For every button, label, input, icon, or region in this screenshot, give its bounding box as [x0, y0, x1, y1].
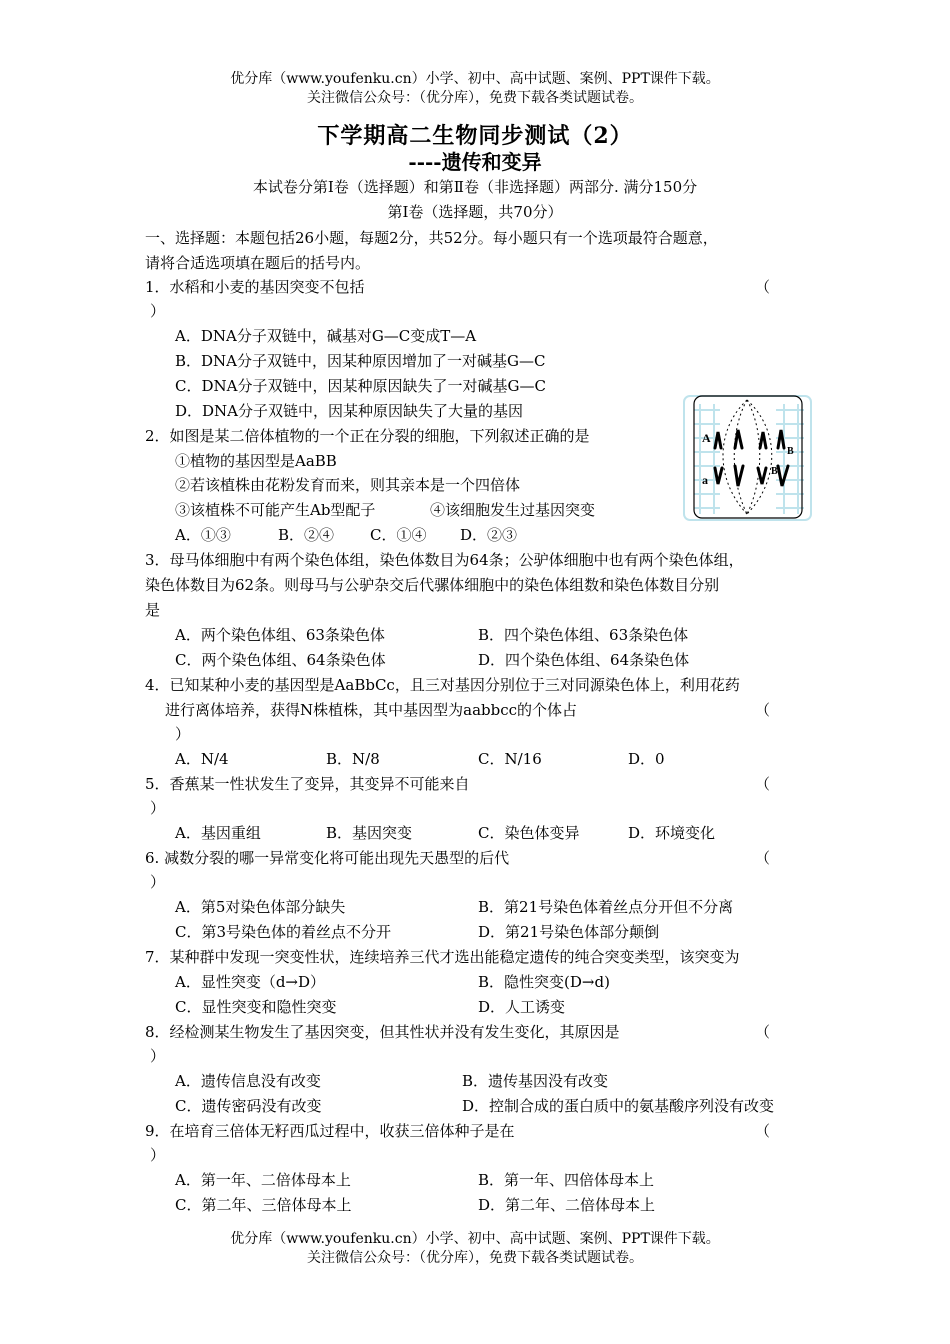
- section-instruction-1: 一、选择题：本题包括26小题，每题2分，共52分。每小题只有一个选项最符合题意，: [145, 229, 718, 247]
- cell-wall: [694, 396, 802, 518]
- q9-option-d: D．第二年、二倍体母本上: [478, 1196, 656, 1214]
- q1-option-b: B．DNA分子双链中，因某种原因增加了一对碱基G—C: [175, 352, 546, 370]
- q3-stem-line-2: 染色体数目为62条。则母马与公驴杂交后代骡体细胞中的染色体组数和染色体数目分别: [145, 576, 720, 594]
- intro-text: 本试卷分第Ⅰ卷（选择题）和第Ⅱ卷（非选择题）两部分. 满分150分: [252, 178, 698, 196]
- q3-option-d: D．四个染色体组、64条染色体: [478, 651, 690, 669]
- q4-stem-line-1: 4．已知某种小麦的基因型是AaBbCc，且三对基因分别位于三对同源染色体上，利用花药: [145, 676, 740, 694]
- dividing-cell-figure: [680, 390, 815, 525]
- q9-option-c: C．第二年、三倍体母本上: [175, 1196, 352, 1214]
- part1-title: 第Ⅰ卷（选择题，共70分）: [387, 203, 563, 221]
- q3-option-c: C．两个染色体组、64条染色体: [175, 651, 386, 669]
- chromosome-7: [758, 468, 766, 484]
- q3-option-a: A．两个染色体组、63条染色体: [175, 626, 385, 644]
- q1-paren-close: ）: [150, 302, 166, 320]
- q2-statement-3: ③该植株不可能产生Ab型配子: [175, 501, 376, 519]
- q3-stem-line-1: 3．母马体细胞中有两个染色体组，染色体数目为64条；公驴体细胞中也有两个染色体组，: [145, 551, 744, 569]
- q5-paren-open: （: [755, 775, 771, 793]
- q4-paren-close: ）: [175, 725, 191, 743]
- q2-statement-2: ②若该植株由花粉发育而来，则其亲本是一个四倍体: [175, 476, 521, 494]
- q2-statement-4: ④该细胞发生过基因突变: [430, 501, 596, 519]
- q4-option-a: A．N/4: [175, 750, 229, 768]
- q3-option-b: B．四个染色体组、63条染色体: [478, 626, 689, 644]
- chromosome-set-upper: [715, 430, 784, 448]
- q8-paren-open: （: [755, 1023, 771, 1041]
- q8-option-b: B．遗传基因没有改变: [462, 1072, 609, 1090]
- header-line-1: 优分库（www.youfenku.cn）小学、初中、高中试题、案例、PPT课件下载。: [230, 71, 720, 87]
- q6-option-c: C．第3号染色体的着丝点不分开: [175, 923, 392, 941]
- q5-option-c: C．染色体变异: [478, 824, 580, 842]
- chromosome-3: [760, 432, 766, 448]
- q3-stem-line-3: 是: [145, 601, 161, 619]
- footer-line-2: 关注微信公众号：（优分库），免费下载各类试题试卷。: [307, 1250, 643, 1266]
- q5-stem: 5．香蕉某一性状发生了变异，其变异不可能来自: [145, 775, 470, 793]
- q6-paren-close: ）: [150, 873, 166, 891]
- gene-label-lower-right: B: [771, 466, 778, 477]
- chromosome-5: [715, 468, 722, 484]
- q5-paren-close: ）: [150, 799, 166, 817]
- q7-stem: 7．某种群中发现一突变性状，连续培养三代才选出能稳定遗传的纯合突变类型，该突变为: [145, 948, 740, 966]
- q6-option-a: A．第5对染色体部分缺失: [175, 898, 346, 916]
- q2-option-c: C．①④: [370, 526, 427, 544]
- q5-option-b: B．基因突变: [326, 824, 413, 842]
- q7-option-b: B．隐性突变(D→d): [478, 973, 610, 991]
- chromosome-1: [715, 432, 721, 448]
- q8-paren-close: ）: [150, 1047, 166, 1065]
- q1-paren-open: （: [755, 278, 771, 296]
- q5-option-a: A．基因重组: [175, 824, 261, 842]
- q4-option-b: B．N/8: [326, 750, 380, 768]
- q6-stem: 6. 减数分裂的哪一异常变化将可能出现先天愚型的后代: [145, 849, 510, 867]
- q1-option-c: C．DNA分子双链中，因某种原因缺失了一对碱基G—C: [175, 377, 546, 395]
- header-line-2: 关注微信公众号：（优分库），免费下载各类试题试卷。: [307, 90, 643, 106]
- q6-option-b: B．第21号染色体着丝点分开但不分离: [478, 898, 734, 916]
- q8-option-c: C．遗传密码没有改变: [175, 1097, 322, 1115]
- q9-paren-close: ）: [150, 1146, 166, 1164]
- chromosome-6: [735, 466, 743, 486]
- q8-stem: 8．经检测某生物发生了基因突变，但其性状并没有发生变化，其原因是: [145, 1023, 620, 1041]
- section-instruction-2: 请将合适选项填在题后的括号内。: [145, 254, 371, 272]
- q7-option-c: C．显性突变和隐性突变: [175, 998, 337, 1016]
- q6-paren-open: （: [755, 849, 771, 867]
- footer-line-1: 优分库（www.youfenku.cn）小学、初中、高中试题、案例、PPT课件下载。: [230, 1231, 720, 1247]
- q4-paren-open: （: [755, 701, 771, 719]
- q6-option-d: D．第21号染色体部分颠倒: [478, 923, 660, 941]
- page-subtitle: ----遗传和变异: [408, 150, 542, 174]
- q9-paren-open: （: [755, 1122, 771, 1140]
- gene-label-upper-right: B: [787, 446, 794, 457]
- q1-option-a: A．DNA分子双链中，碱基对G—C变成T—A: [175, 327, 477, 345]
- q9-option-b: B．第一年、四倍体母本上: [478, 1171, 655, 1189]
- q5-option-d: D．环境变化: [628, 824, 716, 842]
- q4-option-d: D．0: [628, 750, 665, 768]
- q4-stem-line-2: 进行离体培养，获得N株植株，其中基因型为aabbcc的个体占: [165, 701, 578, 719]
- spindle-fibers: [723, 400, 772, 514]
- q7-option-a: A．显性突变（d→D）: [175, 973, 326, 991]
- page-title: 下学期高二生物同步测试（2）: [317, 123, 633, 149]
- q4-option-c: C．N/16: [478, 750, 542, 768]
- q1-stem: 1．水稻和小麦的基因突变不包括: [145, 278, 365, 296]
- q2-statement-1: ①植物的基因型是AaBB: [175, 452, 337, 470]
- chromosome-2: [735, 430, 742, 448]
- q7-option-d: D．人工诱变: [478, 998, 566, 1016]
- q8-option-a: A．遗传信息没有改变: [175, 1072, 321, 1090]
- watermark-pattern: [684, 396, 811, 520]
- q8-option-d: D．控制合成的蛋白质中的氨基酸序列没有改变: [462, 1097, 775, 1115]
- q9-option-a: A．第一年、二倍体母本上: [175, 1171, 351, 1189]
- q2-option-a: A．①③: [175, 526, 231, 544]
- q2-option-d: D．②③: [460, 526, 518, 544]
- gene-label-lower-left: a: [702, 473, 708, 487]
- q1-option-d: D．DNA分子双链中，因某种原因缺失了大量的基因: [175, 402, 524, 420]
- q2-option-b: B．②④: [278, 526, 335, 544]
- q9-stem: 9．在培育三倍体无籽西瓜过程中，收获三倍体种子是在: [145, 1122, 515, 1140]
- gene-label-upper-left: A: [702, 431, 711, 445]
- q2-stem: 2．如图是某二倍体植物的一个正在分裂的细胞，下列叙述正确的是: [145, 427, 590, 445]
